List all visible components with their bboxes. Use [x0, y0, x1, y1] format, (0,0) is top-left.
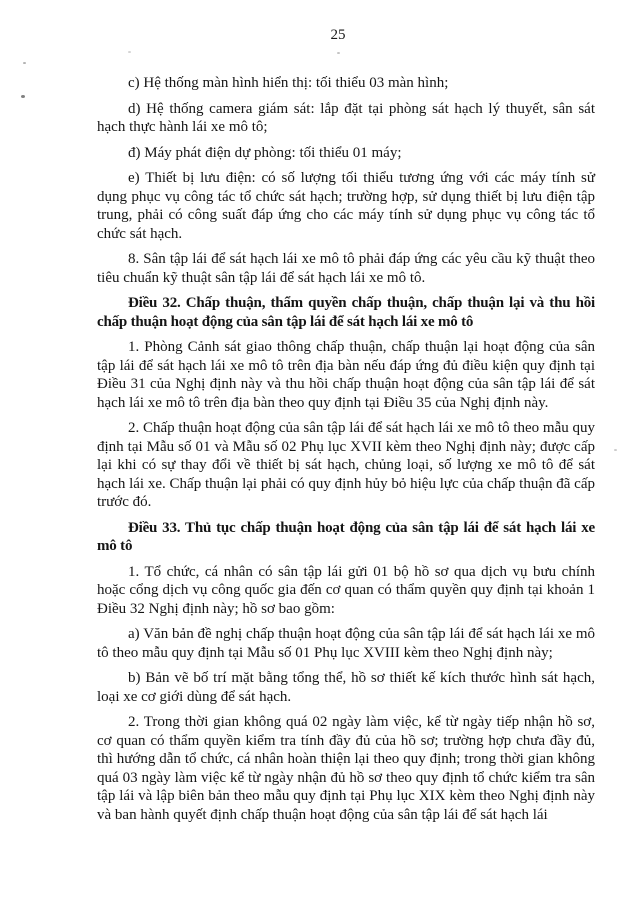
heading-article-33: Điều 33. Thủ tục chấp thuận hoạt động của sân tập lái để sát hạch lái xe mô tô: [97, 519, 595, 554]
scan-speck: [337, 52, 340, 54]
paragraph-item-d: d) Hệ thống camera giám sát: lắp đặt tại phòng sát hạch lý thuyết, sân sát hạch thực hành lái xe mô tô;: [97, 100, 595, 135]
paragraph-32-clause-1: 1. Phòng Cảnh sát giao thông chấp thuận, chấp thuận lại hoạt động của sân tập lái để sát hạch lái xe mô tô trên địa bàn nếu đáp ứng đủ điều kiện quy định tại Điều 31 của Nghị định này và thu hồi chấp thuận hoạt động của sân tập lái để sát hạch lái xe mô tô trên địa bàn theo quy định tại Điều 35 của Nghị định này.: [97, 339, 595, 411]
paragraph-33-clause-2: 2. Trong thời gian không quá 02 ngày làm việc, kể từ ngày tiếp nhận hồ sơ, cơ quan có thẩm quyền kiểm tra tính đầy đủ của hồ sơ; trường hợp chưa đầy đủ, thì hướng dẫn tổ chức, cá nhân hoàn thiện lại theo quy định; trong thời gian không quá 03 ngày làm việc kể từ ngày nhận đủ hồ sơ theo quy định tổ chức kiểm tra sân tập lái và lập biên bản theo mẫu quy định tại Phụ lục XIX kèm theo Nghị định này và ban hành quyết định chấp thuận hoạt động của sân tập lái để sát hạch lái: [97, 714, 595, 823]
paragraph-item-c: c) Hệ thống màn hình hiển thị: tối thiểu 03 màn hình;: [128, 75, 449, 91]
document-body: [97, 74, 595, 831]
scan-speck: [23, 62, 26, 64]
paragraph-clause-8: 8. Sân tập lái để sát hạch lái xe mô tô phải đáp ứng các yêu cầu kỹ thuật theo tiêu chuẩn kỹ thuật sân tập lái để sát hạch lái xe mô tô.: [97, 251, 595, 286]
paragraph-item-dd: đ) Máy phát điện dự phòng: tối thiểu 01 máy;: [128, 144, 402, 161]
heading-article-32: Điều 32. Chấp thuận, thẩm quyền chấp thuận, chấp thuận lại và thu hồi chấp thuận hoạt động của sân tập lái để sát hạch lái xe mô tô: [97, 295, 595, 330]
scan-speck: [614, 449, 617, 451]
scan-speck: [21, 95, 25, 98]
paragraph-32-clause-2: 2. Chấp thuận hoạt động của sân tập lái để sát hạch lái xe mô tô theo mẫu quy định tại Mẫu số 01 và Mẫu số 02 Phụ lục XVII kèm theo Nghị định này; được cấp lại khi có sự thay đổi về thiết bị sát hạch, chủng loại, số lượng xe mô tô để sát hạch lái xe. Chấp thuận lại phải có quy định hủy bỏ hiệu lực của chấp thuận đã cấp trước đó.: [97, 420, 595, 510]
scan-speck: [128, 51, 131, 53]
paragraph-33-clause-1: 1. Tổ chức, cá nhân có sân tập lái gửi 01 bộ hồ sơ qua dịch vụ bưu chính hoặc cổng dịch vụ công quốc gia đến cơ quan có thẩm quyền quy định tại khoản 1 Điều 32 Nghị định này; hồ sơ bao gồm:: [97, 563, 595, 617]
paragraph-item-e: e) Thiết bị lưu điện: có số lượng tối thiểu tương ứng với các máy tính sử dụng phục vụ công tác tổ chức sát hạch; trường hợp, sử dụng thiết bị lưu điện tập trung, phải có công suất đáp ứng cho các máy tính sử dụng phục vụ công tác tổ chức sát hạch.: [97, 170, 595, 242]
paragraph-33-item-b: b) Bản vẽ bố trí mặt bằng tổng thể, hồ sơ thiết kế kích thước hình sát hạch, loại xe cơ giới dùng để sát hạch.: [97, 670, 595, 705]
paragraph-33-item-a: a) Văn bản đề nghị chấp thuận hoạt động của sân tập lái để sát hạch lái xe mô tô theo mẫu quy định tại Mẫu số 01 Phụ lục XVIII kèm theo Nghị định này;: [97, 626, 595, 661]
page-number: 25: [330, 27, 346, 43]
